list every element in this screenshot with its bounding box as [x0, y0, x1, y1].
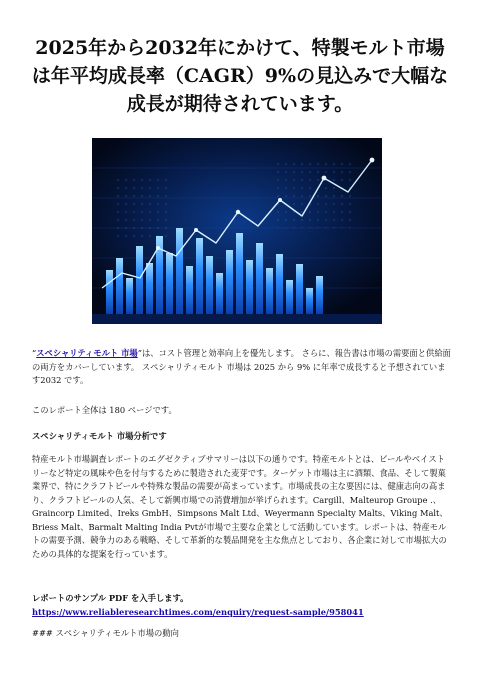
page-count-text: このレポート全体は 180 ページです。	[32, 405, 177, 415]
dot-grid-decoration	[112, 178, 172, 238]
page-count-line	[32, 404, 452, 418]
analysis-text: 特産モルト市場調査レポートのエグゼクティブサマリーは以下の通りです。特産モルトとは、ビールやベイストリーなど特定の風味や色を付与するために製造された麦芽です。ターゲット市場は主に酒類、食品、そして製菓業界で、特にクラフトビールや特殊な製品の需要が高まっています。市場成長の主な要因には、健康志向の高まり、クラフトビールの人気、そして新興市場での消費増加が挙げられます。Cargill、Malteurop Groupe .、Graincorp Limited、Ireks GmbH、Simpsons Malt Ltd、Weyermann Specialty Malts、Viking Malt、Briess Malt、Barmalt Malting India Pvtが市場で主要な企業として活動しています。レポートは、特産モルトの需要予測、競争力のある戦略、そして革新的な製品開発を主な焦点としており、各企業に対して市場拡大のための具体的な提案を行っています。	[32, 454, 448, 559]
bar-chart-illustration-icon	[92, 138, 382, 324]
section-heading-text: スペシャリティモルト 市場分析です	[32, 431, 167, 441]
intro-paragraph	[32, 347, 452, 388]
sample-request	[32, 592, 452, 619]
market-link[interactable]: スペシャリティモルト 市場	[36, 348, 138, 358]
section-heading	[32, 430, 452, 444]
sample-request-link[interactable]: https://www.reliableresearchtimes.com/enquiry/request-sample/958041	[32, 606, 364, 617]
sample-request-label: レポートのサンプル PDF を入手します。	[32, 593, 189, 603]
trends-heading	[32, 627, 452, 641]
dot-grid-decoration	[277, 158, 357, 228]
quote-mark: “	[32, 348, 37, 358]
trends-heading-text: ### スペシャリティモルト市場の動向	[32, 628, 179, 638]
analysis-paragraph	[32, 453, 452, 561]
hero-image	[92, 138, 382, 324]
page-title: 2025年から2032年にかけて、特製モルト市場は年平均成長率（CAGR）9%の見込みで大幅な成長が期待されています。	[31, 37, 449, 115]
intro-text: ”は、コスト管理と効率向上を優先します。 さらに、報告書は市場の需要面と供給面の両方をカバーしています。 スペシャリティモルト 市場は 2025 から 9% に年率で成長すると予想されています2032 です。	[32, 348, 451, 385]
